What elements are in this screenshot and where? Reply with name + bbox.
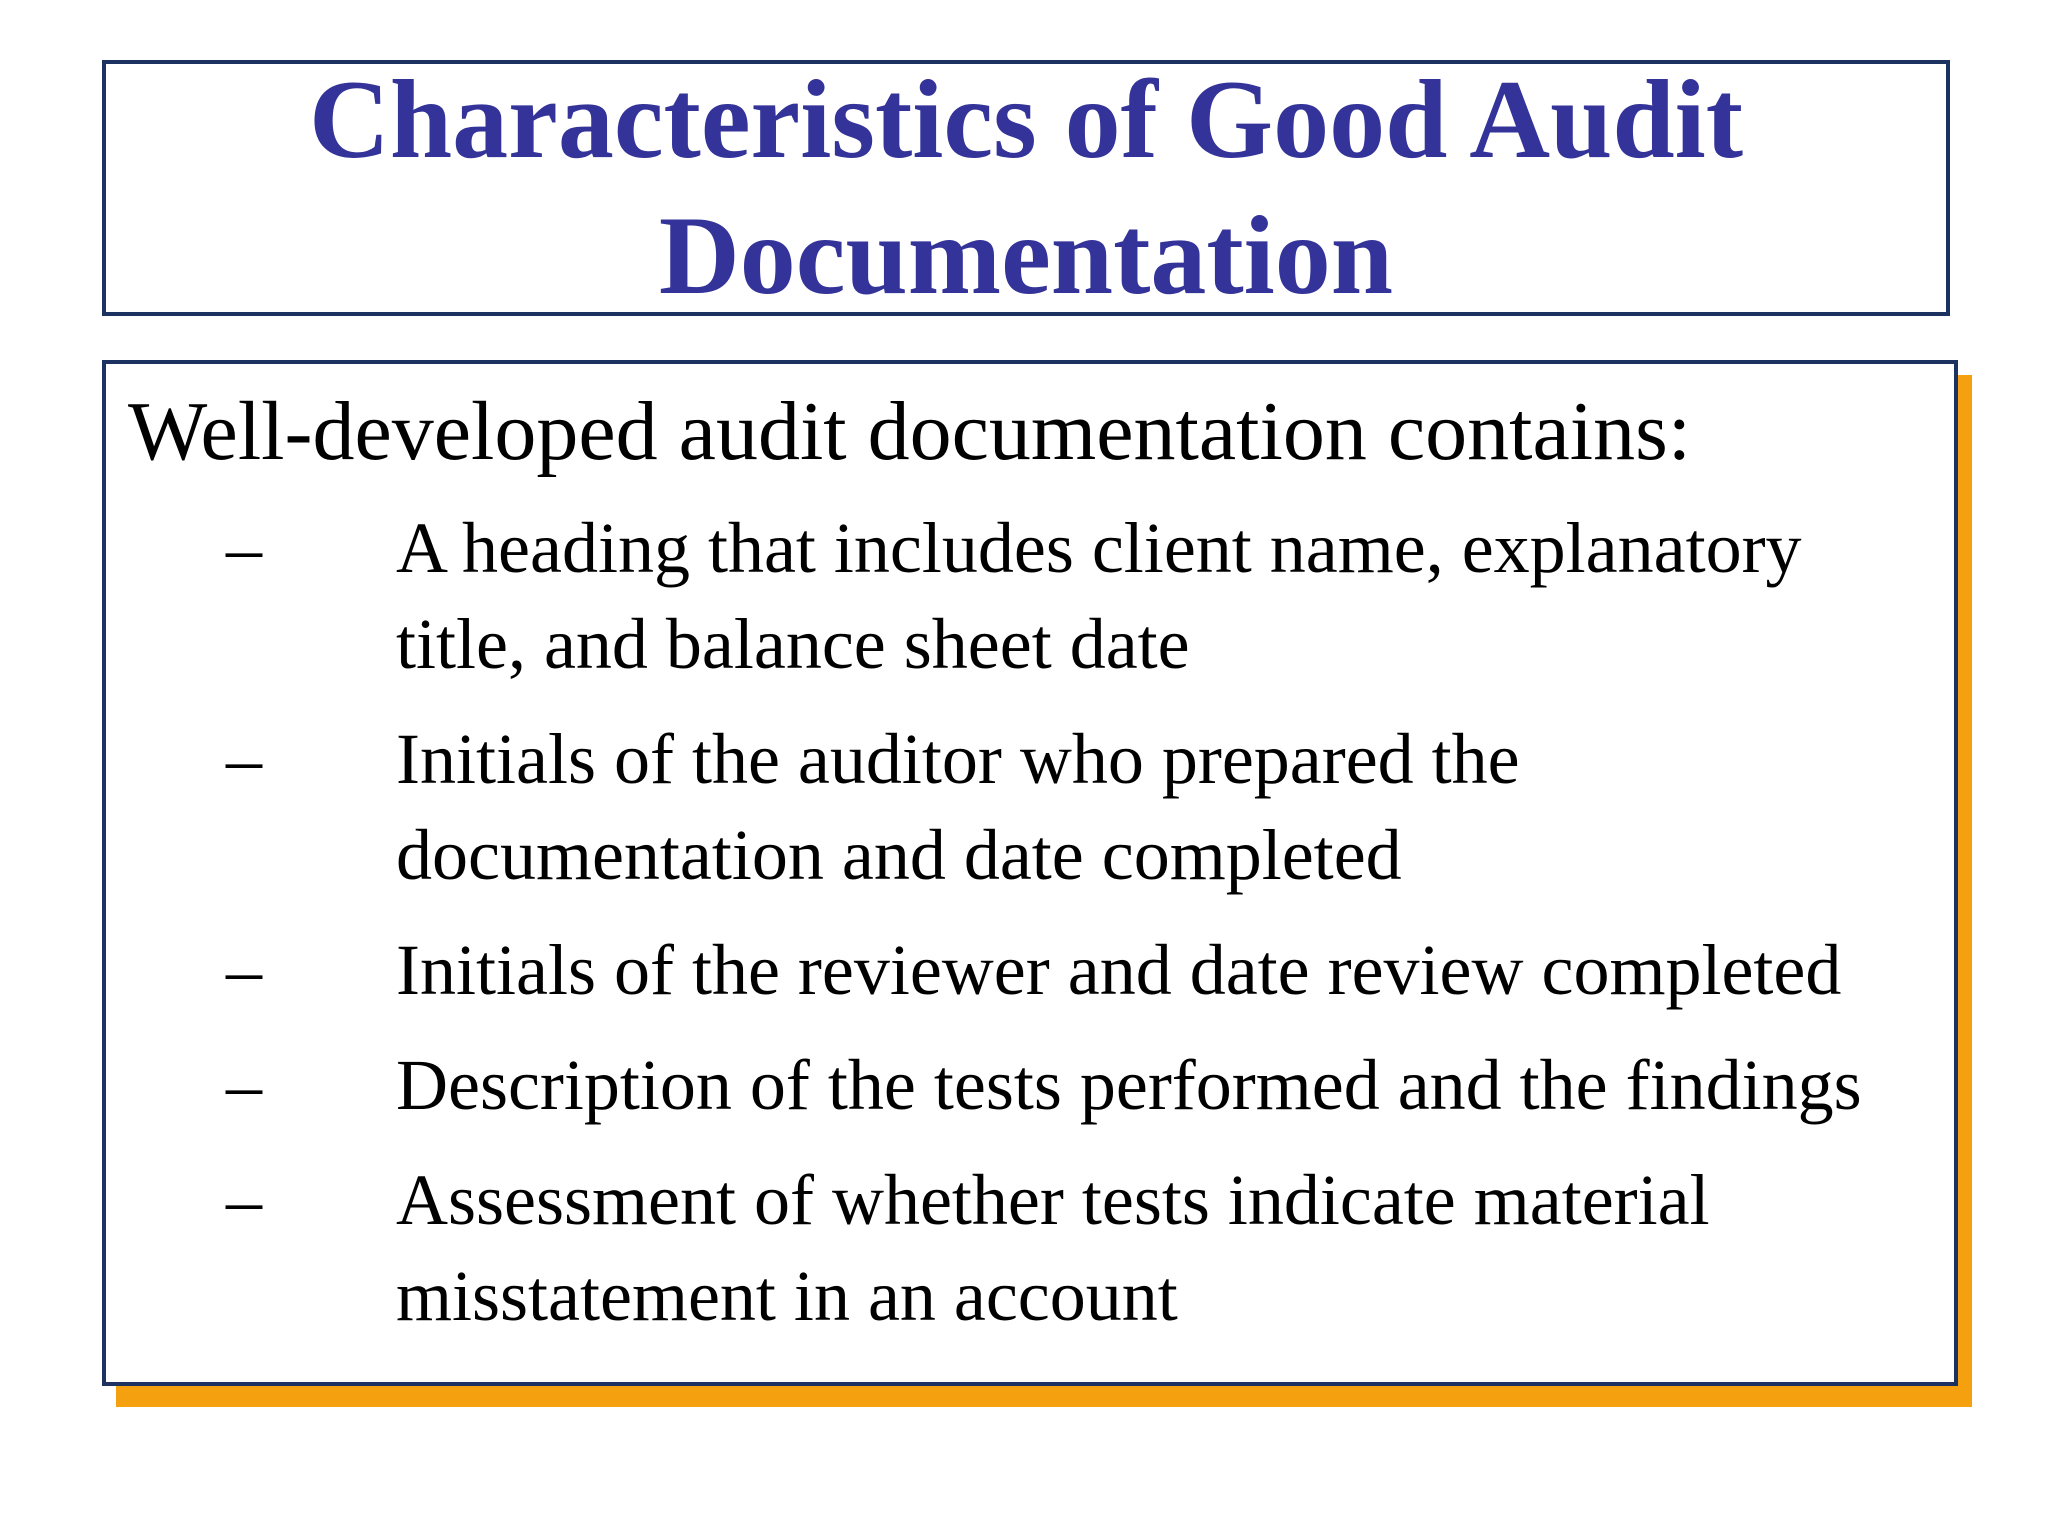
bullet-item (226, 922, 1946, 1018)
bullet-item (226, 711, 1946, 903)
bullet-item (226, 1152, 1946, 1344)
bullet-text: A heading that includes client name, explanatory title, and balance sheet date (396, 508, 1802, 684)
bullet-text: Initials of the reviewer and date review completed (396, 930, 1842, 1010)
bullet-dash: – (226, 508, 262, 588)
bullet-list (226, 500, 1946, 1363)
bullet-dash: – (226, 719, 262, 799)
lead-text: Well-developed audit documentation contains: (128, 385, 1692, 478)
bullet-dash: – (226, 1045, 262, 1125)
bullet-text: Assessment of whether tests indicate material misstatement in an account (396, 1160, 1710, 1336)
bullet-dash: – (226, 930, 262, 1010)
bullet-item (226, 500, 1946, 692)
content-box (102, 360, 1958, 1386)
title-box (102, 60, 1950, 316)
slide-title: Characteristics of Good Audit Documentation (308, 58, 1744, 318)
bullet-dash: – (226, 1160, 262, 1240)
bullet-item (226, 1037, 1946, 1133)
bullet-text: Initials of the auditor who prepared the documentation and date completed (396, 719, 1520, 895)
bullet-text: Description of the tests performed and the findings (396, 1045, 1862, 1125)
